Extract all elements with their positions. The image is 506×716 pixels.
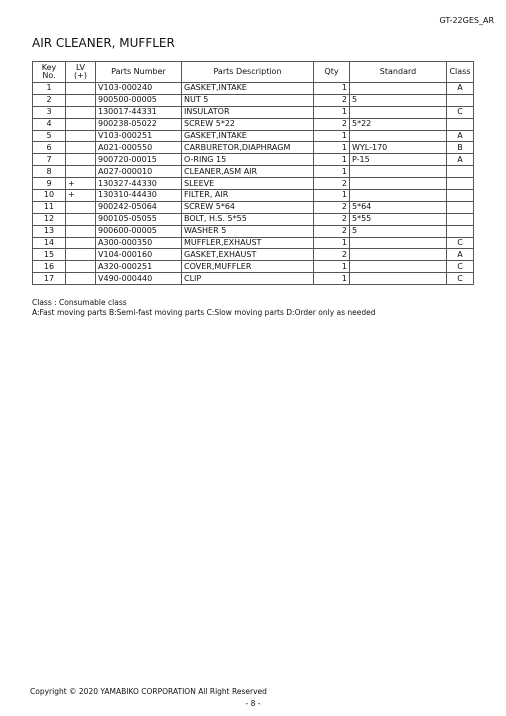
cell-standard [350,273,447,285]
cell-class [447,213,474,225]
cell-class [447,178,474,190]
table-row [33,154,474,166]
parts-table-body [33,83,474,285]
cell-part-number: A021-000550 [96,142,182,154]
cell-lv [66,261,96,273]
cell-part-number: V103-000240 [96,83,182,95]
cell-key-no: 5 [33,130,66,142]
cell-qty: 2 [314,213,350,225]
table-row [33,106,474,118]
cell-standard: P-15 [350,154,447,166]
column-header-lv [66,62,96,83]
cell-description: INSULATOR [182,106,314,118]
cell-standard: 5 [350,94,447,106]
table-row [33,213,474,225]
cell-qty: 1 [314,190,350,202]
cell-standard: 5 [350,225,447,237]
page-title: AIR CLEANER, MUFFLER [32,36,175,50]
cell-description: COVER,MUFFLER [182,261,314,273]
cell-lv [66,273,96,285]
cell-standard [350,130,447,142]
cell-part-number: V104-000160 [96,249,182,261]
cell-part-number: 130327-44330 [96,178,182,190]
cell-key-no: 8 [33,166,66,178]
cell-lv: + [66,190,96,202]
table-row [33,237,474,249]
cell-standard [350,190,447,202]
table-row [33,142,474,154]
table-row [33,94,474,106]
cell-lv [66,201,96,213]
cell-part-number: A320-000251 [96,261,182,273]
cell-key-no: 9 [33,178,66,190]
table-row [33,273,474,285]
table-row [33,225,474,237]
cell-part-number: 900242-05064 [96,201,182,213]
cell-standard: WYL-170 [350,142,447,154]
cell-class: C [447,273,474,285]
table-row [33,178,474,190]
class-legend-title: Class : Consumable class [32,298,127,307]
cell-description: GASKET,INTAKE [182,83,314,95]
cell-lv [66,237,96,249]
column-header-standard: Standard [350,62,447,83]
cell-qty: 2 [314,94,350,106]
cell-lv [66,154,96,166]
cell-qty: 2 [314,249,350,261]
cell-key-no: 11 [33,201,66,213]
cell-description: BOLT, H.S. 5*55 [182,213,314,225]
cell-description: SLEEVE [182,178,314,190]
document-code: GT-22GES_AR [439,16,494,25]
cell-lv [66,106,96,118]
column-header-qty: Qty [314,62,350,83]
cell-description: CARBURETOR,DIAPHRAGM [182,142,314,154]
cell-standard [350,249,447,261]
cell-standard [350,178,447,190]
cell-part-number: 900105-05055 [96,213,182,225]
cell-key-no: 10 [33,190,66,202]
cell-qty: 1 [314,154,350,166]
cell-standard [350,106,447,118]
cell-class [447,166,474,178]
cell-part-number: V490-000440 [96,273,182,285]
class-notes [32,298,376,318]
cell-lv [66,166,96,178]
cell-key-no: 6 [33,142,66,154]
cell-part-number: V103-000251 [96,130,182,142]
cell-class [447,201,474,213]
table-row [33,190,474,202]
table-row [33,166,474,178]
column-header-description: Parts Description [182,62,314,83]
cell-qty: 2 [314,225,350,237]
cell-qty: 1 [314,142,350,154]
header-row [33,62,474,83]
cell-part-number: 900600-00005 [96,225,182,237]
cell-part-number: A027-000010 [96,166,182,178]
cell-description: FILTER, AIR [182,190,314,202]
cell-qty: 1 [314,130,350,142]
class-legend-definitions: A:Fast moving parts B:Semi-fast moving parts C:Slow moving parts D:Order only as needed [32,308,376,317]
cell-part-number: 130017-44331 [96,106,182,118]
cell-part-number: 900720-00015 [96,154,182,166]
cell-part-number: 900500-00005 [96,94,182,106]
column-header-key [33,62,66,83]
cell-description: WASHER 5 [182,225,314,237]
copyright-notice: Copyright © 2020 YAMABIKO CORPORATION All Right Reserved [30,687,267,696]
cell-lv [66,118,96,130]
cell-lv [66,249,96,261]
cell-standard [350,261,447,273]
table-row [33,118,474,130]
cell-standard [350,237,447,249]
cell-key-no: 4 [33,118,66,130]
cell-qty: 1 [314,237,350,249]
cell-standard: 5*22 [350,118,447,130]
cell-part-number: 900238-05022 [96,118,182,130]
cell-lv [66,130,96,142]
cell-class: C [447,237,474,249]
cell-qty: 1 [314,83,350,95]
cell-class [447,94,474,106]
cell-qty: 1 [314,106,350,118]
cell-class [447,190,474,202]
cell-part-number: A300-000350 [96,237,182,249]
cell-class: C [447,106,474,118]
column-header-lv-line1: LV [75,63,86,72]
cell-standard: 5*55 [350,213,447,225]
cell-qty: 2 [314,118,350,130]
cell-class: A [447,249,474,261]
cell-standard [350,83,447,95]
column-header-part-number: Parts Number [96,62,182,83]
cell-description: CLIP [182,273,314,285]
cell-key-no: 7 [33,154,66,166]
cell-class: A [447,154,474,166]
cell-class: B [447,142,474,154]
cell-key-no: 1 [33,83,66,95]
cell-qty: 2 [314,178,350,190]
cell-description: GASKET,INTAKE [182,130,314,142]
cell-lv [66,83,96,95]
cell-key-no: 13 [33,225,66,237]
cell-lv [66,213,96,225]
cell-description: NUT 5 [182,94,314,106]
cell-class: C [447,261,474,273]
table-row [33,249,474,261]
column-header-key-line2: No. [42,71,56,80]
cell-class: A [447,130,474,142]
cell-key-no: 16 [33,261,66,273]
cell-description: MUFFLER,EXHAUST [182,237,314,249]
cell-description: O-RING 15 [182,154,314,166]
table-row [33,261,474,273]
cell-lv [66,142,96,154]
cell-lv: + [66,178,96,190]
column-header-class: Class [447,62,474,83]
cell-description: CLEANER,ASM AIR [182,166,314,178]
cell-part-number: 130310-44430 [96,190,182,202]
cell-description: SCREW 5*64 [182,201,314,213]
table-row [33,201,474,213]
cell-key-no: 3 [33,106,66,118]
cell-description: GASKET,EXHAUST [182,249,314,261]
page-number: - 8 - [245,699,261,708]
cell-class [447,118,474,130]
cell-key-no: 14 [33,237,66,249]
parts-table [32,61,474,285]
cell-key-no: 12 [33,213,66,225]
cell-key-no: 2 [33,94,66,106]
cell-lv [66,225,96,237]
cell-description: SCREW 5*22 [182,118,314,130]
parts-table-header [33,62,474,83]
table-row [33,83,474,95]
cell-key-no: 15 [33,249,66,261]
cell-key-no: 17 [33,273,66,285]
cell-standard: 5*64 [350,201,447,213]
cell-qty: 1 [314,166,350,178]
cell-qty: 1 [314,273,350,285]
cell-lv [66,94,96,106]
table-row [33,130,474,142]
cell-qty: 2 [314,201,350,213]
cell-standard [350,166,447,178]
cell-class [447,225,474,237]
column-header-key-line1: Key [41,63,57,72]
cell-qty: 1 [314,261,350,273]
column-header-lv-line2: (+) [74,71,87,80]
cell-class: A [447,83,474,95]
